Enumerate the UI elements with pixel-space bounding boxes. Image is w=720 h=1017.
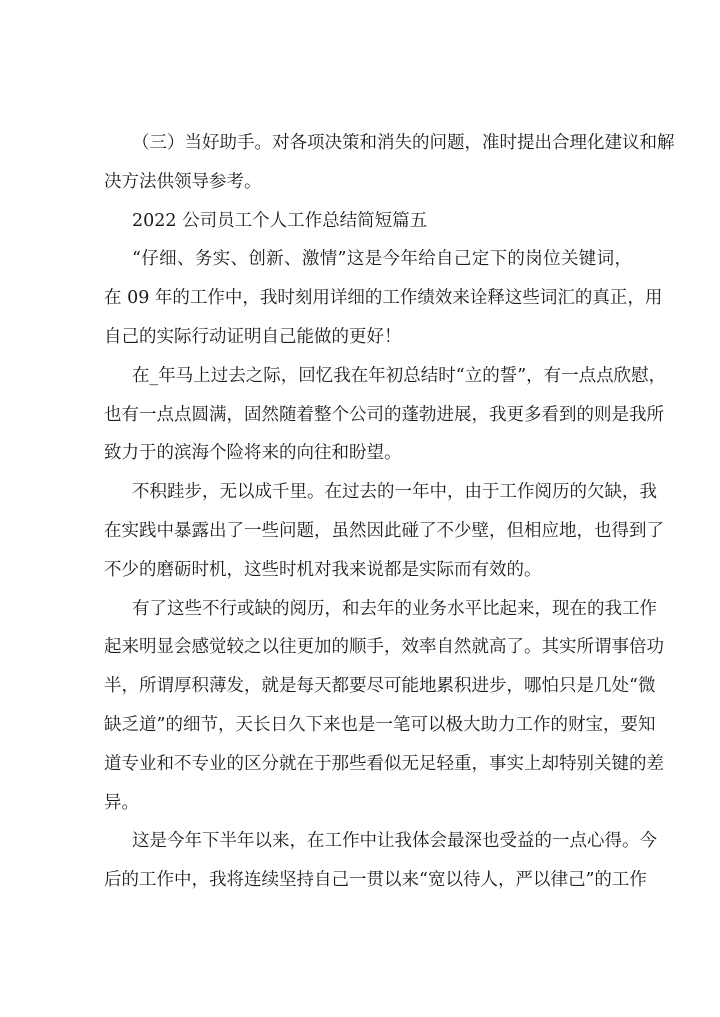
paragraph-line: 这是今年下半年以来，在工作中让我体会最深也受益的一点心得。今 xyxy=(132,831,657,852)
paragraph-line: “仔细、务实、创新、激情”这是今年给自己定下的岗位关键词， xyxy=(132,249,632,270)
section-heading: 2022 公司员工个人工作总结简短篇五 xyxy=(132,210,428,231)
paragraph-line: 后的工作中，我将连续坚持自己一贯以来“宽以待人，严以律己”的工作 xyxy=(104,870,647,891)
document-page xyxy=(104,130,675,906)
paragraph-line: 在 09 年的工作中，我时刻用详细的工作绩效来诠释这些词汇的真正，用 xyxy=(104,288,663,309)
paragraph-line: 致力于的滨海个险将来的向往和盼望。 xyxy=(104,443,402,464)
paragraph-line: 决方法供领导参考。 xyxy=(104,171,262,192)
paragraph-line: 不积跬步，无以成千里。在过去的一年中，由于工作阅历的欠缺，我 xyxy=(132,482,657,503)
paragraph-line: 道专业和不专业的区分就在于那些看似无足轻重，事实上却特别关键的差 xyxy=(104,753,664,774)
paragraph-line: 缺乏道”的细节，天长日久下来也是一笔可以极大助力工作的财宝，要知 xyxy=(104,714,656,735)
paragraph-line: 在实践中暴露出了一些问题，虽然因此碰了不少壁，但相应地，也得到了 xyxy=(104,520,664,541)
paragraph-line: 起来明显会感觉较之以往更加的顺手，效率自然就高了。其实所谓事倍功 xyxy=(104,637,664,658)
paragraph-line: 在_年马上过去之际，回忆我在年初总结时“立的誓”，有一点点欣慰， xyxy=(132,365,667,386)
paragraph-line: 也有一点点圆满，固然随着整个公司的蓬勃进展，我更多看到的则是我所 xyxy=(104,404,664,425)
paragraph-line: 异。 xyxy=(104,792,139,813)
paragraph-line: 不少的磨砺时机，这些时机对我来说都是实际而有效的。 xyxy=(104,559,542,580)
paragraph-line: 自己的实际行动证明自己能做的更好！ xyxy=(104,326,402,347)
paragraph-line: 半，所谓厚积薄发，就是每天都要尽可能地累积进步，哪怕只是几处“微 xyxy=(104,676,656,697)
paragraph-line: 有了这些不行或缺的阅历，和去年的业务水平比起来，现在的我工作 xyxy=(132,598,657,619)
paragraph-line: （三）当好助手。对各项决策和消失的问题，准时提出合理化建议和解 xyxy=(132,133,675,153)
